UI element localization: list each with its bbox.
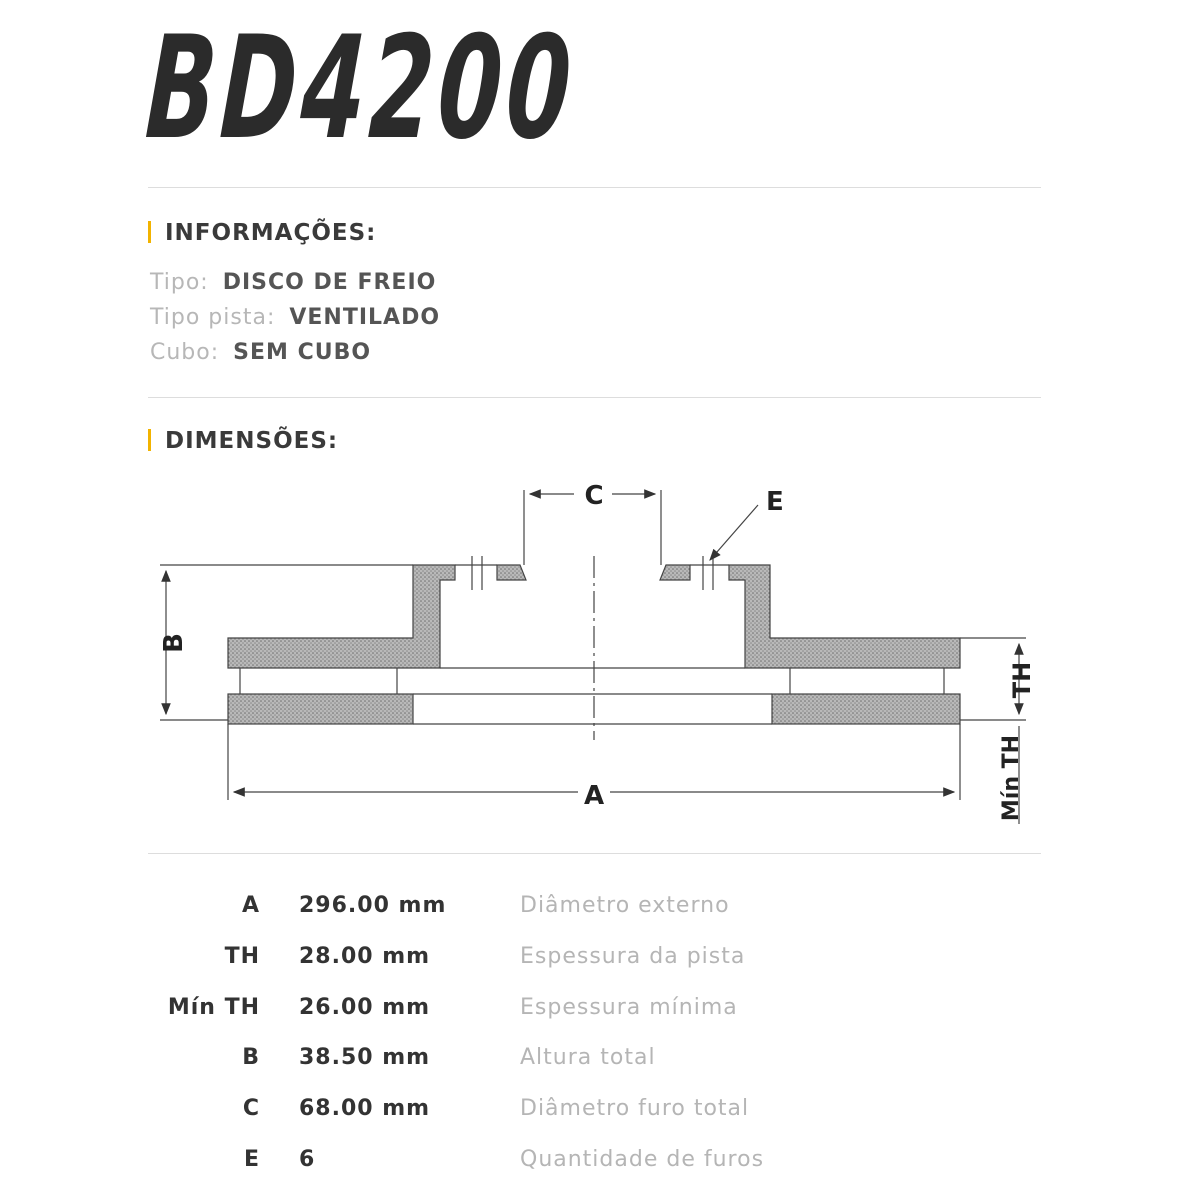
info-value: SEM CUBO — [233, 340, 372, 365]
dimension-key: Mín TH — [167, 995, 260, 1020]
dimension-description: Quantidade de furos — [520, 1147, 765, 1172]
dimension-label-b: B — [159, 633, 189, 653]
info-value: DISCO DE FREIO — [222, 270, 437, 295]
dimension-row-th — [0, 944, 1200, 994]
disc-hub-right — [660, 565, 690, 580]
dimension-label-min-th: Mín TH — [999, 734, 1024, 822]
dimension-key: B — [242, 1045, 260, 1070]
dimension-key: E — [243, 1147, 260, 1172]
disc-hub-left — [497, 565, 526, 580]
dimension-key: A — [241, 893, 260, 918]
dimension-description: Altura total — [520, 1045, 656, 1070]
dimension-description: Espessura da pista — [520, 944, 746, 969]
disc-hat-right — [729, 565, 960, 668]
disc-bottom-plate-right — [772, 694, 960, 724]
info-label: Tipo pista: — [150, 305, 276, 330]
dimension-row-e — [0, 1147, 1200, 1197]
dimension-label-th: TH — [1008, 661, 1036, 699]
dimension-key: TH — [224, 944, 260, 969]
disc-hat-left — [228, 565, 455, 668]
dimension-label-c: C — [584, 481, 604, 511]
dimension-value: 6 — [299, 1147, 316, 1172]
dimension-row-c — [0, 1096, 1200, 1146]
product-code: BD4200 — [142, 6, 580, 171]
dimension-row-a — [0, 893, 1200, 943]
dimension-value: 26.00 mm — [299, 995, 431, 1020]
dimension-value: 68.00 mm — [299, 1096, 431, 1121]
dimension-value: 38.50 mm — [299, 1045, 431, 1070]
info-title-text: INFORMAÇÕES: — [165, 220, 377, 246]
dimension-row-b — [0, 1045, 1200, 1095]
info-label: Tipo: — [150, 270, 209, 295]
dimension-key: C — [242, 1096, 260, 1121]
dimension-value: 296.00 mm — [299, 893, 447, 918]
dimension-description: Diâmetro externo — [520, 893, 730, 918]
dimension-row-min-th — [0, 995, 1200, 1045]
info-label: Cubo: — [150, 340, 220, 365]
disc-bottom-plate-left — [228, 694, 413, 724]
dimension-e — [710, 505, 758, 560]
dimension-description: Espessura mínima — [520, 995, 738, 1020]
divider-bottom — [148, 853, 1041, 854]
dimension-label-a: A — [583, 781, 605, 811]
dimension-value: 28.00 mm — [299, 944, 431, 969]
info-value: VENTILADO — [289, 305, 441, 330]
dimensions-title-text: DIMENSÕES: — [165, 428, 339, 454]
dimension-description: Diâmetro furo total — [520, 1096, 750, 1121]
dimension-label-e: E — [766, 487, 784, 517]
